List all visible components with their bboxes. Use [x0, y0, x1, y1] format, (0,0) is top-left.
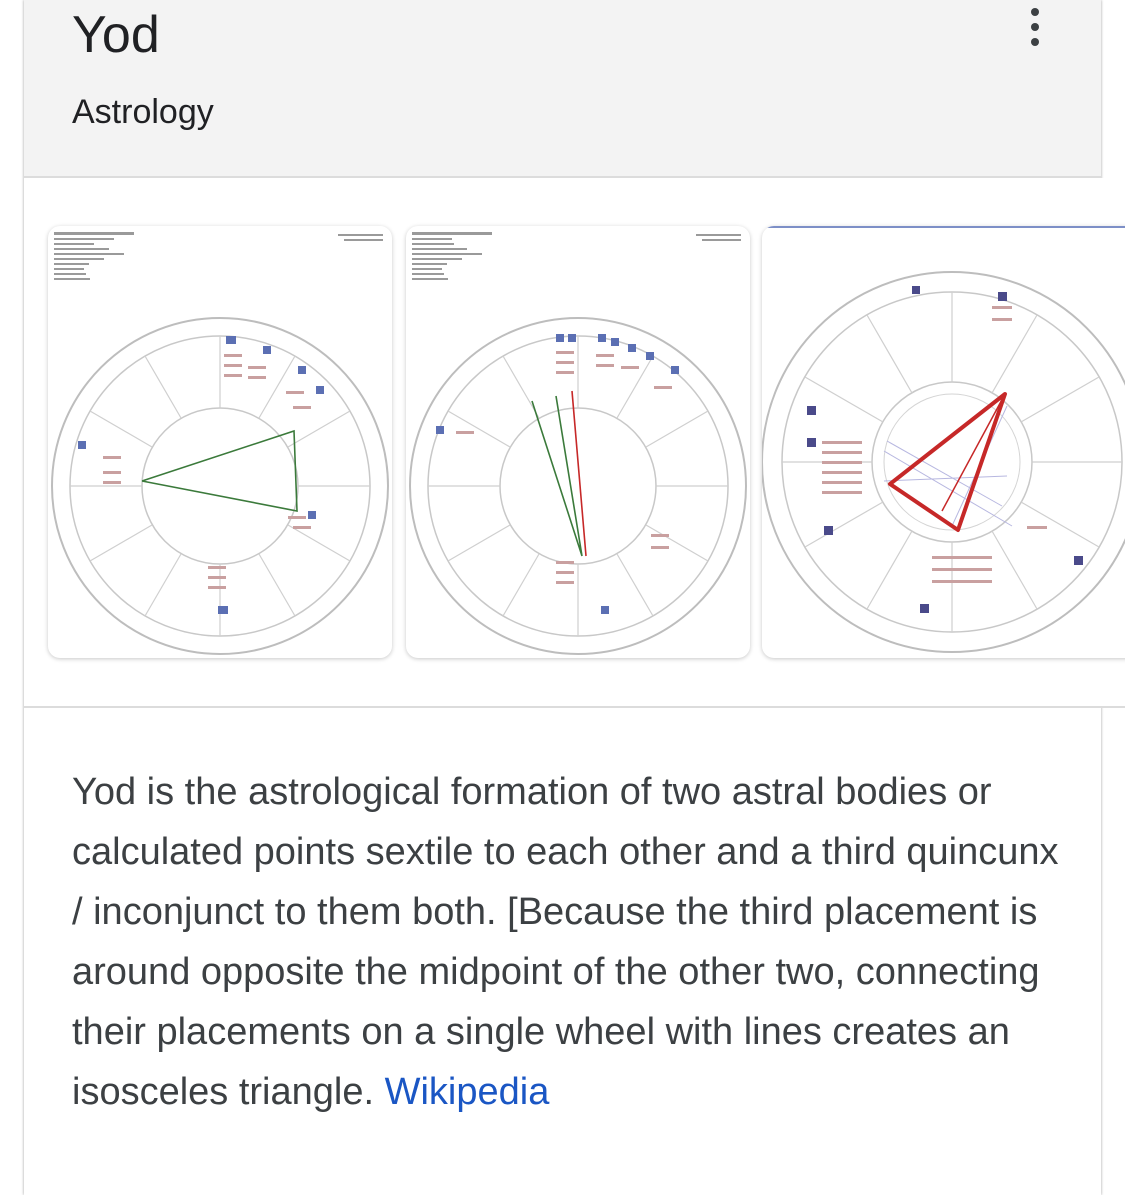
chart-image-2[interactable]	[406, 226, 750, 658]
panel-header	[24, 0, 1101, 178]
description	[72, 762, 1062, 1122]
more-dot	[1031, 23, 1039, 31]
description-text: Yod is the astrological formation of two astral bodies or calculated points sextile to each other and a third quincunx / inconjunct to them both. [Because the third placement is around opposite the midpoint of the other two, connecting their placements on a single wheel with lines creates an isosceles triangle.	[72, 771, 1059, 1113]
more-dot	[1031, 8, 1039, 16]
knowledge-panel-card	[24, 0, 1101, 1195]
chart-image-3[interactable]	[762, 226, 1125, 658]
panel-title: Yod	[72, 6, 160, 64]
panel-subtitle: Astrology	[72, 93, 214, 131]
image-carousel[interactable]	[24, 178, 1125, 708]
natal-chart-image	[48, 226, 392, 658]
natal-chart-image	[406, 226, 750, 658]
natal-chart-image	[762, 226, 1125, 658]
more-dot	[1031, 38, 1039, 46]
source-link-wikipedia[interactable]: Wikipedia	[384, 1071, 550, 1113]
more-vert-icon[interactable]	[1012, 4, 1058, 50]
chart-image-1[interactable]	[48, 226, 392, 658]
